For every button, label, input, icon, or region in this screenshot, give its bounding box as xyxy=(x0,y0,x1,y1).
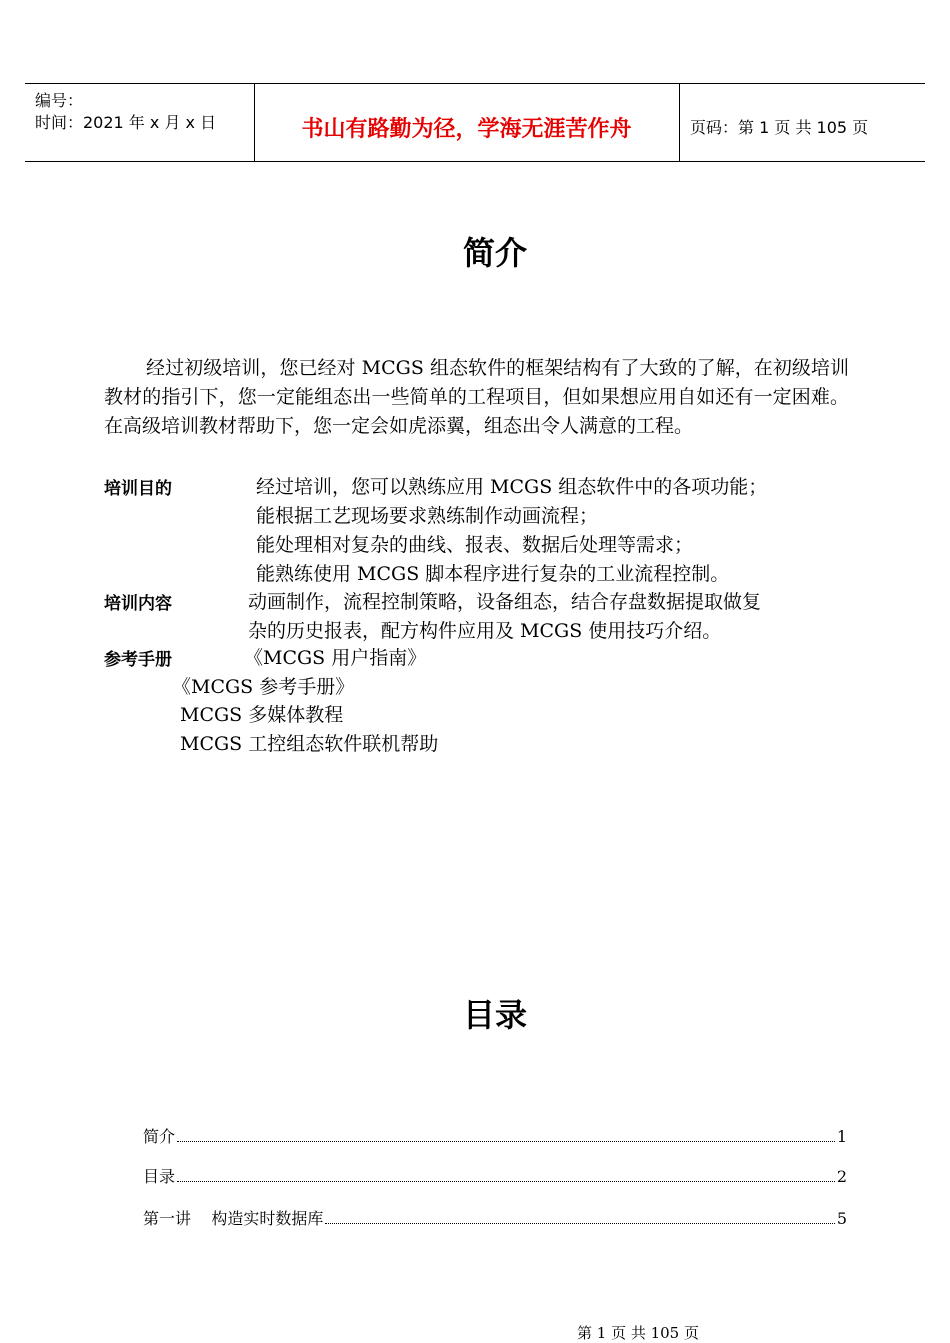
toc-title: 目录 xyxy=(462,996,527,1034)
toc-entry-page: 1 xyxy=(836,1127,847,1146)
time-line: 时间：2021 年 x 月 x 日 xyxy=(35,113,217,132)
toc-entry-text: 第一讲 构造实时数据库 xyxy=(143,1209,324,1228)
intro-paragraph-text: 经过初级培训，您已经对 MCGS 组态软件的框架结构有了大致的了解，在初级培训教材的指引下，您一定能组态出一些简单的工程项目，但如果想应用自如还有一定困难。在高级培训教材帮助下，您一定会如虎添翼，组态出令人满意的工程。 xyxy=(104,357,849,437)
toc-entry-text: 目录 xyxy=(143,1167,176,1186)
intro-title: 简介 xyxy=(462,234,527,272)
content-line: 杂的历史报表，配方构件应用及 MCGS 使用技巧介绍。 xyxy=(248,620,722,642)
toc-leader xyxy=(177,1181,835,1182)
header-motto-cell xyxy=(254,84,680,161)
content-line: 动画制作，流程控制策略，设备组态，结合存盘数据提取做复 xyxy=(248,591,762,613)
manual-item: MCGS 多媒体教程 xyxy=(180,704,344,726)
toc-entry-page: 5 xyxy=(836,1209,847,1228)
goal-item: 能熟练使用 MCGS 脚本程序进行复杂的工业流程控制。 xyxy=(256,563,730,585)
header-meta-cell xyxy=(25,84,255,161)
header-page-cell xyxy=(680,84,925,161)
number-label: 编号： xyxy=(35,91,84,110)
manuals-label: 参考手册 xyxy=(104,650,172,670)
goal-item: 能根据工艺现场要求熟练制作动画流程； xyxy=(256,505,599,527)
goals-label: 培训目的 xyxy=(104,479,172,499)
content-label: 培训内容 xyxy=(104,594,172,614)
intro-paragraph xyxy=(104,354,849,441)
goal-item: 能处理相对复杂的曲线、报表、数据后处理等需求； xyxy=(256,534,694,556)
manual-item: 《MCGS 用户指南》 xyxy=(244,647,427,669)
toc-entry[interactable] xyxy=(143,1124,847,1147)
motto: 书山有路勤为径，学海无涯苦作舟 xyxy=(301,116,632,142)
page-footer: 第 1 页 共 105 页 xyxy=(576,1324,699,1342)
toc-entry-page: 2 xyxy=(836,1167,847,1186)
toc-entry-text: 简介 xyxy=(143,1127,176,1146)
toc-leader xyxy=(325,1223,834,1224)
goal-item: 经过培训，您可以熟练应用 MCGS 组态软件中的各项功能； xyxy=(256,476,768,498)
toc-entry[interactable] xyxy=(143,1164,847,1187)
toc-entry[interactable] xyxy=(143,1206,847,1229)
manual-item: MCGS 工控组态软件联机帮助 xyxy=(180,733,439,755)
document-header xyxy=(25,83,925,162)
manual-item: 《MCGS 参考手册》 xyxy=(172,676,355,698)
page-info: 页码：第 1 页 共 105 页 xyxy=(690,118,869,137)
toc-leader xyxy=(177,1141,835,1142)
